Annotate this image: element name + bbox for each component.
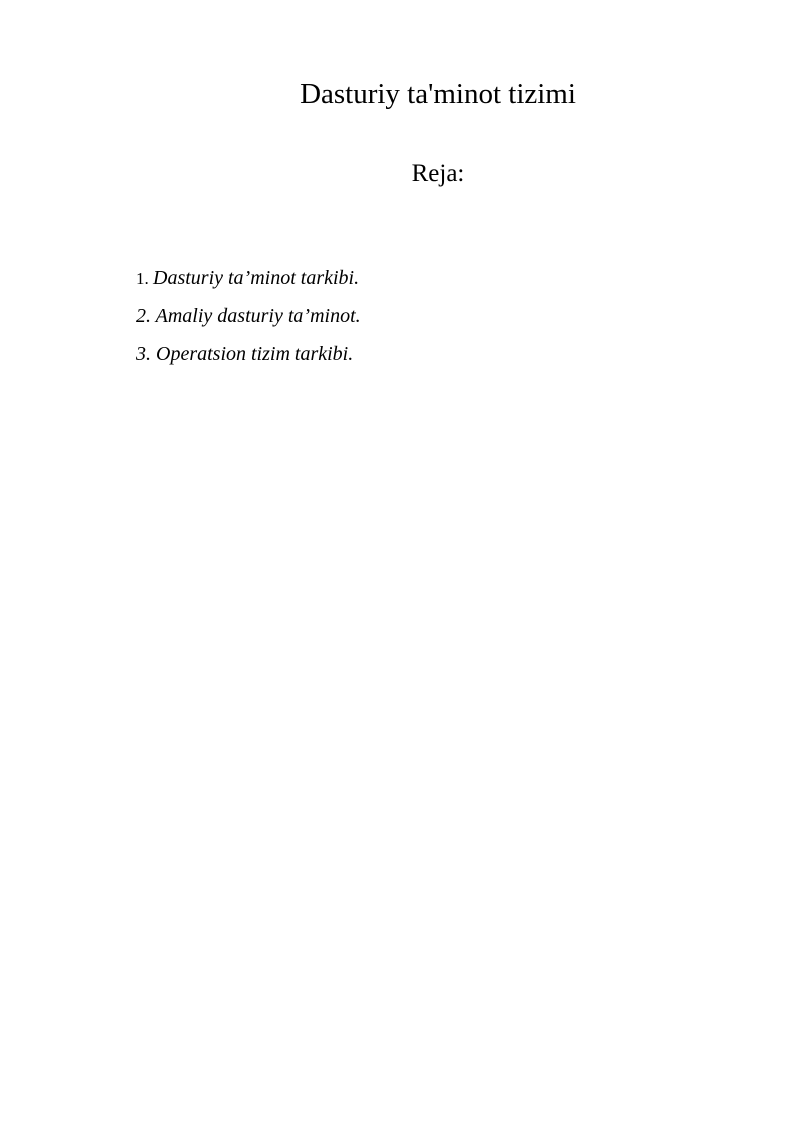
document-title: Dasturiy ta'minot tizimi — [300, 78, 576, 110]
plan-item-text: Amaliy dasturiy ta’minot. — [155, 305, 361, 327]
plan-item-3 — [136, 338, 361, 376]
plan-item-2 — [136, 300, 361, 338]
plan-item-number: 1. — [136, 269, 153, 288]
plan-item-1 — [136, 262, 361, 300]
plan-heading: Reja: — [411, 160, 465, 187]
plan-item-number: 3. — [136, 343, 156, 365]
plan-item-text: Operatsion tizim tarkibi. — [156, 343, 354, 365]
plan-item-number: 2. — [136, 305, 156, 327]
plan-item-text: Dasturiy ta’minot tarkibi. — [153, 267, 360, 289]
plan-list — [136, 262, 361, 376]
